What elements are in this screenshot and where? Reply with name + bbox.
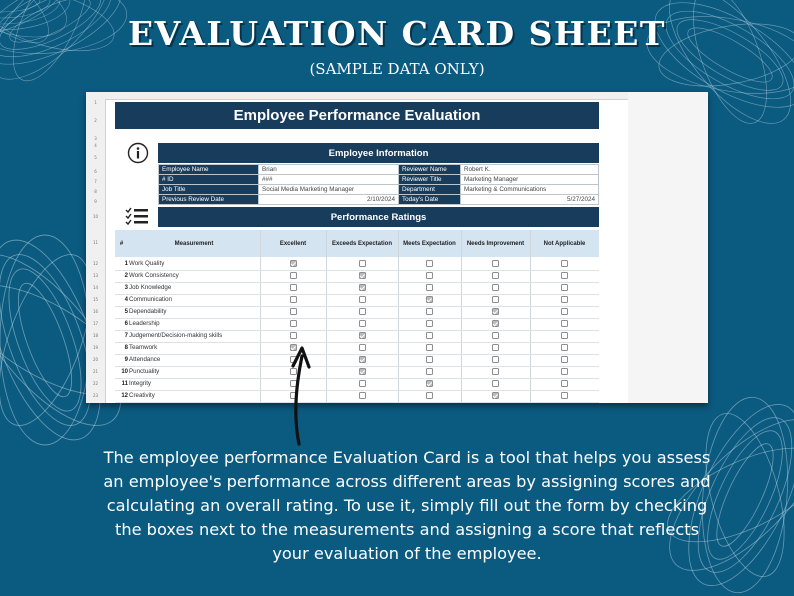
measurement-number: 9 (124, 357, 128, 363)
row-number: 9 (94, 199, 97, 204)
measurement-name: Work Quality (129, 260, 165, 267)
employee-name-cell[interactable]: Brian (259, 165, 399, 175)
row-number: 17 (92, 321, 99, 326)
reviewer-name-cell[interactable]: Robert K. (461, 165, 599, 175)
rating-checkbox[interactable] (359, 320, 366, 327)
row-number: 5 (94, 155, 97, 160)
rating-checkbox[interactable] (426, 332, 433, 339)
rating-checkbox[interactable] (426, 296, 433, 303)
rating-checkbox[interactable] (561, 392, 568, 399)
rating-checkbox[interactable] (426, 356, 433, 363)
rating-checkbox[interactable] (561, 344, 568, 351)
rating-checkbox[interactable] (290, 308, 297, 315)
measurement-name: Communication (129, 296, 172, 303)
row-number: 15 (92, 297, 99, 302)
rating-checkbox[interactable] (290, 260, 297, 267)
measurement-number: 12 (121, 393, 128, 399)
rating-checkbox[interactable] (561, 368, 568, 375)
rating-checkbox[interactable] (492, 260, 499, 267)
rating-checkbox[interactable] (426, 344, 433, 351)
info-icon (127, 142, 149, 164)
measurement-name: Creativity (129, 392, 155, 399)
rating-checkbox[interactable] (290, 272, 297, 279)
spreadsheet-preview (86, 92, 708, 403)
rating-checkbox[interactable] (359, 356, 366, 363)
rating-checkbox[interactable] (426, 260, 433, 267)
row-number: 12 (92, 261, 99, 266)
rating-checkbox[interactable] (561, 332, 568, 339)
rating-checkbox[interactable] (290, 284, 297, 291)
row-number: 23 (92, 393, 99, 398)
row-number: 20 (92, 357, 99, 362)
measurement-name: Teamwork (129, 344, 158, 351)
rating-checkbox[interactable] (561, 356, 568, 363)
measurement-number: 2 (124, 273, 128, 279)
sheet-banner: Employee Performance Evaluation (115, 102, 599, 129)
checklist-icon (124, 206, 150, 228)
page-title: EVALUATION CARD SHEET (128, 14, 666, 53)
rating-checkbox[interactable] (426, 320, 433, 327)
rating-checkbox[interactable] (561, 320, 568, 327)
measurement-name: Work Consistency (129, 272, 179, 279)
arrow-icon (285, 340, 325, 450)
measurement-name: Job Knowledge (129, 284, 172, 291)
rating-checkbox[interactable] (561, 308, 568, 315)
rating-checkbox[interactable] (290, 320, 297, 327)
row-number: 6 (94, 169, 97, 174)
measurement-name: Integrity (129, 380, 152, 387)
column-header-strip (86, 92, 628, 100)
department-cell[interactable]: Marketing & Communications (461, 185, 599, 195)
rating-checkbox[interactable] (426, 284, 433, 291)
description-text: The employee performance Evaluation Card is a tool that helps you assess an employee's performance across different areas by assigning scores and calculating an overall rating. To use it, simply fill out the form by checking the boxes next to the measurements and assigning a score that reflects your evaluation of the employee. (103, 448, 711, 563)
reviewer-name-label: Reviewer Name (399, 165, 461, 175)
row-number: 2 (94, 118, 97, 123)
measurement-name: Attendance (129, 356, 161, 363)
rating-checkbox[interactable] (561, 284, 568, 291)
row-number: 4 (94, 143, 97, 148)
rating-checkbox[interactable] (492, 344, 499, 351)
id-cell[interactable]: ### (259, 175, 399, 185)
rating-checkbox[interactable] (359, 332, 366, 339)
col-header-excellent: Excellent (279, 240, 307, 247)
job-title-cell[interactable]: Social Media Marketing Manager (259, 185, 399, 195)
rating-checkbox[interactable] (561, 272, 568, 279)
col-header-meets: Meets Expectation (403, 240, 456, 247)
col-header-not-applicable: Not Applicable (543, 240, 586, 247)
col-header-exceeds: Exceeds Expectation (331, 240, 393, 247)
measurement-number: 4 (124, 297, 128, 303)
rating-checkbox[interactable] (290, 296, 297, 303)
rating-checkbox[interactable] (561, 296, 568, 303)
rating-checkbox[interactable] (492, 308, 499, 315)
rating-checkbox[interactable] (561, 380, 568, 387)
row-number: 11 (92, 240, 99, 245)
rating-checkbox[interactable] (359, 260, 366, 267)
rating-checkbox[interactable] (492, 392, 499, 399)
reviewer-title-cell[interactable]: Marketing Manager (461, 175, 599, 185)
measurement-number: 8 (124, 345, 128, 351)
row-number: 21 (92, 369, 99, 374)
row-number: 18 (92, 333, 99, 338)
job-title-label: Job Title (159, 185, 259, 195)
rating-checkbox[interactable] (492, 296, 499, 303)
rating-checkbox[interactable] (359, 380, 366, 387)
measurement-number: 5 (124, 309, 128, 315)
table-row (115, 390, 599, 403)
measurement-number: 3 (124, 285, 128, 291)
row-number: 10 (92, 214, 99, 219)
col-header-number: # (119, 240, 124, 247)
row-number: 8 (94, 189, 97, 194)
row-number: 1 (94, 100, 97, 105)
col-header-needs: Needs Improvement (466, 240, 525, 247)
employee-information-header: Employee Information (158, 143, 599, 163)
row-header-strip (86, 99, 106, 403)
rating-checkbox[interactable] (359, 308, 366, 315)
rating-checkbox[interactable] (426, 368, 433, 375)
measurement-number: 6 (124, 321, 128, 327)
rating-checkbox[interactable] (492, 320, 499, 327)
row-number: 22 (92, 381, 99, 386)
rating-checkbox[interactable] (492, 356, 499, 363)
rating-checkbox[interactable] (492, 272, 499, 279)
measurement-name: Dependability (129, 308, 167, 315)
measurement-name: Judgement/Decision-making skills (129, 332, 223, 339)
rating-checkbox[interactable] (561, 260, 568, 267)
rating-checkbox[interactable] (290, 332, 297, 339)
measurement-name: Punctuality (129, 368, 160, 375)
row-number: 19 (92, 345, 99, 350)
rating-checkbox[interactable] (492, 284, 499, 291)
employee-name-label: Employee Name (159, 165, 259, 175)
rating-checkbox[interactable] (492, 380, 499, 387)
measurement-number: 7 (124, 333, 128, 339)
rating-checkbox[interactable] (359, 272, 366, 279)
row-number: 3 (94, 136, 97, 141)
id-label: # ID (159, 175, 259, 185)
department-label: Department (399, 185, 461, 195)
page-subtitle: (SAMPLE DATA ONLY) (309, 60, 485, 78)
rating-checkbox[interactable] (492, 332, 499, 339)
employee-info-table (158, 164, 599, 205)
ratings-column-header-row (115, 230, 599, 257)
rating-checkbox[interactable] (426, 392, 433, 399)
previous-review-date-label: Previous Review Date (159, 195, 259, 205)
rating-checkbox[interactable] (359, 368, 366, 375)
row-number: 7 (94, 179, 97, 184)
reviewer-title-label: Reviewer Title (399, 175, 461, 185)
rating-checkbox[interactable] (359, 296, 366, 303)
row-number: 14 (92, 285, 99, 290)
measurement-number: 1 (124, 261, 128, 267)
measurement-number: 11 (121, 381, 128, 387)
measurement-name: Leadership (129, 320, 160, 327)
previous-review-date-cell[interactable]: 2/10/2024 (259, 195, 399, 205)
todays-date-cell[interactable]: 5/27/2024 (461, 195, 599, 205)
rating-checkbox[interactable] (426, 272, 433, 279)
performance-ratings-header: Performance Ratings (158, 207, 599, 227)
row-number: 13 (92, 273, 99, 278)
rating-checkbox[interactable] (359, 284, 366, 291)
row-number: 16 (92, 309, 99, 314)
rating-checkbox[interactable] (426, 380, 433, 387)
todays-date-label: Today's Date (399, 195, 461, 205)
rating-checkbox[interactable] (359, 344, 366, 351)
sheet-empty-area (628, 92, 708, 403)
rating-checkbox[interactable] (359, 392, 366, 399)
measurement-number: 10 (121, 369, 128, 375)
col-header-measurement: Measurement (174, 240, 214, 247)
rating-checkbox[interactable] (492, 368, 499, 375)
rating-checkbox[interactable] (426, 308, 433, 315)
